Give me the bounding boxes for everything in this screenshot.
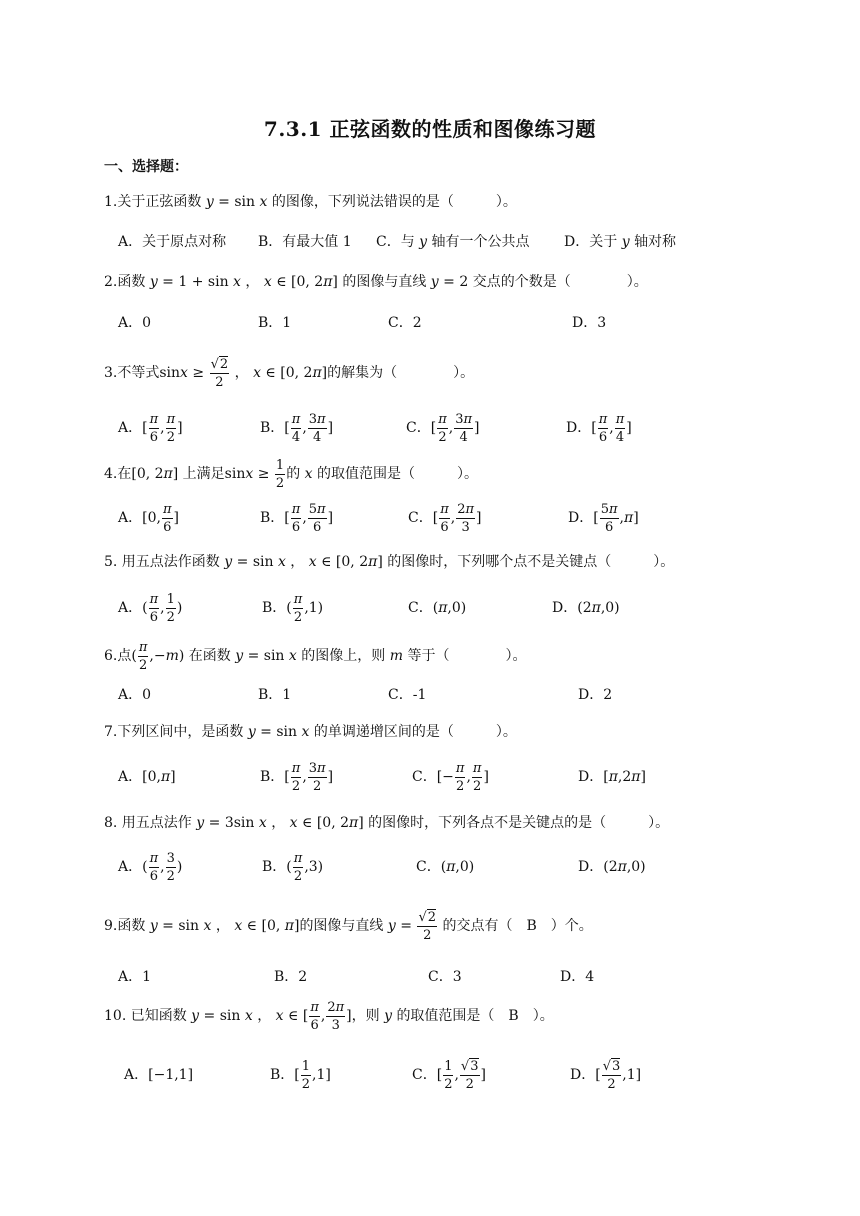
option-b[interactable]: B． ( $\frac{\pi}{2}$ ,3): [262, 850, 324, 884]
question-2-options: [118, 313, 838, 333]
option-b[interactable]: B．1: [258, 315, 292, 331]
option-b[interactable]: B．2: [274, 969, 308, 985]
question-3-options: [118, 408, 838, 448]
option-c[interactable]: C．与 y 轴有一个公共点: [376, 234, 530, 250]
option-c[interactable]: C．2: [388, 315, 422, 331]
option-d[interactable]: D． (2 π ,0): [578, 859, 646, 875]
option-a[interactable]: A．0: [118, 687, 152, 703]
option-b[interactable]: B． [ $\frac{\pi}{2}$ , $\frac{3\pi}{2}$ ]: [260, 760, 334, 794]
option-d[interactable]: D．3: [572, 315, 607, 331]
question-5-options: [118, 588, 838, 628]
option-d[interactable]: D． (2 π ,0): [552, 600, 620, 616]
option-c[interactable]: C． ( π ,0): [416, 859, 475, 875]
option-a[interactable]: A． [0, $\frac{\pi}{6}$ ]: [118, 501, 179, 535]
option-c[interactable]: C． [ $\frac{1}{2}$ , $\frac{√3}{2}$ ]: [412, 1058, 486, 1092]
option-d[interactable]: D．4: [560, 969, 595, 985]
option-a[interactable]: A．1: [118, 969, 152, 985]
section-heading: 一、选择题：: [104, 159, 188, 175]
option-c[interactable]: C． ( π ,0): [408, 600, 467, 616]
question-10-options: [118, 1055, 838, 1095]
question-6: 6.点 ( $\frac{\pi}{2}$ ,− m ) 在函数 y = sin x 的图像上，则 m 等于（ ）。: [104, 639, 527, 673]
option-c[interactable]: C． [ $\frac{\pi}{6}$ , $\frac{2\pi}{3}$ ]: [408, 501, 482, 535]
question-8: 8. 用五点法作 y = 3sin x ， x ∈ [0, 2π] 的图像时，下列各点不是关键点的是（ ）。: [104, 815, 670, 831]
option-c[interactable]: C． [− $\frac{\pi}{2}$ , $\frac{\pi}{2}$ ]: [412, 760, 489, 794]
option-b[interactable]: B． [ $\frac{\pi}{6}$ , $\frac{5\pi}{6}$ ]: [260, 501, 334, 535]
option-a[interactable]: A． [0, π ]: [118, 769, 176, 785]
question-9: 9.函数 y = sin x ， x ∈ [0, π ] 的图像与直线 y = $\frac{√2}{2}$ 的交点有（ B ）个。: [104, 909, 593, 943]
question-7-options: [118, 757, 838, 797]
option-d[interactable]: D． [ $\frac{5\pi}{6}$ , π ]: [568, 501, 639, 535]
question-7: 7.下列区间中，是函数 y = sin x 的单调递增区间的是（ ）。: [104, 724, 517, 740]
option-a[interactable]: A．关于原点对称: [118, 234, 227, 250]
question-2: 2.函数 y = 1 + sin x ， x ∈ [0, 2π] 的图像与直线 y = 2 交点的个数是（ ）。: [104, 274, 648, 290]
option-b[interactable]: B． [ $\frac{\pi}{4}$ , $\frac{3\pi}{4}$ ]: [260, 411, 334, 445]
question-1: 1.关于正弦函数 y = sin x 的图像，下列说法错误的是（ ）。: [104, 194, 517, 210]
question-4-options: [118, 498, 838, 538]
option-b[interactable]: B． ( $\frac{\pi}{2}$ ,1): [262, 591, 324, 625]
option-d[interactable]: D． [ $\frac{√3}{2}$ ,1]: [570, 1058, 642, 1092]
option-c[interactable]: C． [ $\frac{\pi}{2}$ , $\frac{3\pi}{4}$ ]: [406, 411, 480, 445]
question-6-options: [118, 685, 838, 705]
question-1-options: [118, 232, 838, 252]
option-a[interactable]: A． [−1,1]: [124, 1067, 194, 1083]
math-expression: y: [205, 194, 214, 210]
question-5: 5. 用五点法作函数 y = sin x ， x ∈ [0, 2π] 的图像时，下列哪个点不是关键点（ ）。: [104, 554, 675, 570]
option-a[interactable]: A．0: [118, 315, 152, 331]
question-3: 3.不等式 sin x ≥ $\frac{√2}{2}$ ， x ∈ [0, 2 π ] 的解集为（ ）。: [104, 356, 475, 390]
option-d[interactable]: D．关于 y 轴对称: [564, 234, 677, 250]
question-9-options: [118, 967, 838, 987]
question-4: 4.在 [0, 2 π ] 上满足 sin x ≥ $\frac{1}{2}$ 的 x 的取值范围是（ ）。: [104, 457, 478, 491]
option-a[interactable]: A． [ $\frac{\pi}{6}$ , $\frac{\pi}{2}$ ]: [118, 411, 183, 445]
option-d[interactable]: D． [ π ,2 π ]: [578, 769, 646, 785]
option-a[interactable]: A． ( $\frac{\pi}{6}$ , $\frac{1}{2}$ ): [118, 591, 183, 625]
option-c[interactable]: C．3: [428, 969, 462, 985]
option-b[interactable]: B．有最大值 1: [258, 234, 352, 250]
option-b[interactable]: B． [ $\frac{1}{2}$ ,1]: [270, 1058, 331, 1092]
option-d[interactable]: D． [ $\frac{\pi}{6}$ , $\frac{\pi}{4}$ ]: [566, 411, 632, 445]
question-10: 10. 已知函数 y = sin x ， x ∈ [ $\frac{\pi}{6}$ , $\frac{2\pi}{3}$ ] ，则 y 的取值范围是（ B ）。: [104, 999, 554, 1033]
option-d[interactable]: D．2: [578, 687, 613, 703]
option-c[interactable]: C．-1: [388, 687, 427, 703]
page-title: 7.3.1 正弦函数的性质和图像练习题: [263, 117, 597, 141]
option-b[interactable]: B．1: [258, 687, 292, 703]
option-a[interactable]: A． ( $\frac{\pi}{6}$ , $\frac{3}{2}$ ): [118, 850, 183, 884]
question-8-options: [118, 847, 838, 887]
